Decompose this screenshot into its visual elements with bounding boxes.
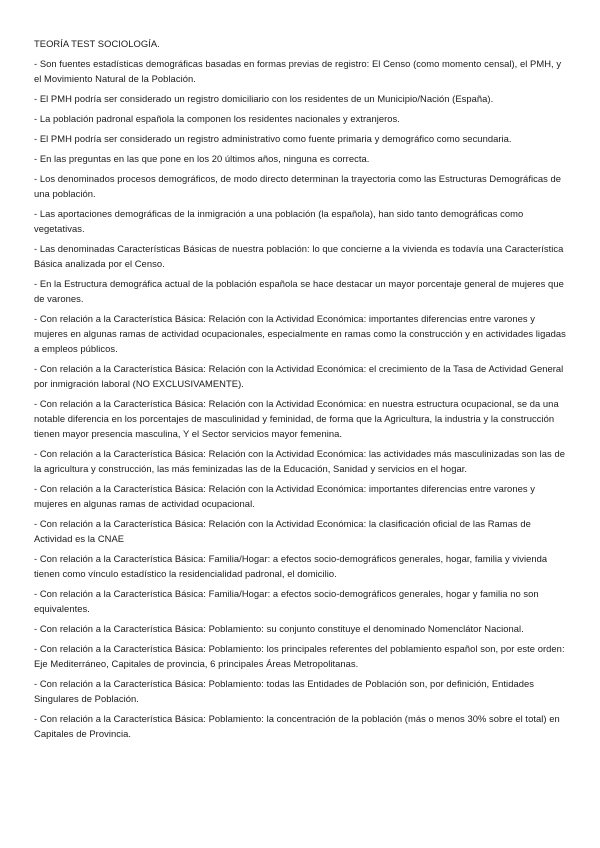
list-item: - Con relación a la Característica Básica: Poblamiento: su conjunto constituye el denominado Nomenclátor Nacional.: [34, 623, 524, 634]
list-item: - El PMH podría ser considerado un registro administrativo como fuente primaria y demográfico como secundaria.: [34, 133, 512, 144]
list-item: - En la Estructura demográfica actual de la población española se hace destacar un mayor porcentaje general de mujeres que de varones.: [34, 278, 564, 304]
list-item: - Las denominadas Características Básicas de nuestra población: lo que concierne a la vivienda es todavía una Característica Básica analizada por el Censo.: [34, 243, 564, 269]
list-item: - Con relación a la Característica Básica: Relación con la Actividad Económica: el crecimiento de la Tasa de Actividad General por inmigración laboral (NO EXCLUSIVAMENTE).: [34, 363, 564, 389]
list-item: - Con relación a la Característica Básica: Familia/Hogar: a efectos socio-demográficos generales, hogar y familia no son equivalentes.: [34, 588, 539, 614]
list-item: - Con relación a la Característica Básica: Relación con la Actividad Económica: en nuestra estructura ocupacional, se da una notable diferencia en los porcentajes de masculinidad y feminidad, de forma que la Agricultura, la industria y la construcción tienen mayor presencia masculina, Y el Sector servicios mayor femenina.: [34, 398, 559, 439]
list-item: - Con relación a la Característica Básica: Relación con la Actividad Económica: las actividades más masculinizadas son las de la agricultura y construcción, las más feminizadas las de la Educación, Sanidad y servicios en el hogar.: [34, 448, 565, 474]
list-item: - En las preguntas en las que pone en los 20 últimos años, ninguna es correcta.: [34, 153, 370, 164]
list-item: - Las aportaciones demográficas de la inmigración a una población (la española), han sido tanto demográficas como vegetativas.: [34, 208, 524, 234]
list-item: - Son fuentes estadísticas demográficas basadas en formas previas de registro: El Censo (como momento censal), el PMH, y el Movimiento Natural de la Población.: [34, 58, 562, 84]
list-item: - Los denominados procesos demográficos, de modo directo determinan la trayectoria como las Estructuras Demográficas de una población.: [34, 173, 562, 199]
document-page: [34, 36, 566, 746]
list-item: - Con relación a la Característica Básica: Poblamiento: todas las Entidades de Población son, por definición, Entidades Singulares de Población.: [34, 678, 534, 704]
list-item: - La población padronal española la componen los residentes nacionales y extranjeros.: [34, 113, 400, 124]
list-item: - Con relación a la Característica Básica: Relación con la Actividad Económica: importantes diferencias entre varones y mujeres en algunas ramas de actividad ocupacionales, especialmente en ramas como la construcción y en actividades ligadas a empleos públicos.: [34, 313, 566, 354]
list-item: - Con relación a la Característica Básica: Relación con la Actividad Económica: la clasificación oficial de las Ramas de Actividad es la CNAE: [34, 518, 531, 544]
list-item: - El PMH podría ser considerado un registro domiciliario con los residentes de un Municipio/Nación (España).: [34, 93, 494, 104]
list-item: - Con relación a la Característica Básica: Familia/Hogar: a efectos socio-demográficos generales, hogar, familia y vivienda tienen como vínculo estadístico la residencialidad padronal, el domicilio.: [34, 553, 548, 579]
list-item: - Con relación a la Característica Básica: Poblamiento: la concentración de la población (más o menos 30% sobre el total) en Capitales de Provincia.: [34, 713, 560, 739]
list-item: - Con relación a la Característica Básica: Relación con la Actividad Económica: importantes diferencias entre varones y mujeres en algunas ramas de actividad ocupacional.: [34, 483, 535, 509]
list-item: - Con relación a la Característica Básica: Poblamiento: los principales referentes del poblamiento español son, por este orden: Eje Mediterráneo, Capitales de provincia, 6 principales Áreas Metropolitanas.: [34, 643, 565, 669]
document-title: TEORÍA TEST SOCIOLOGÍA.: [34, 38, 160, 49]
